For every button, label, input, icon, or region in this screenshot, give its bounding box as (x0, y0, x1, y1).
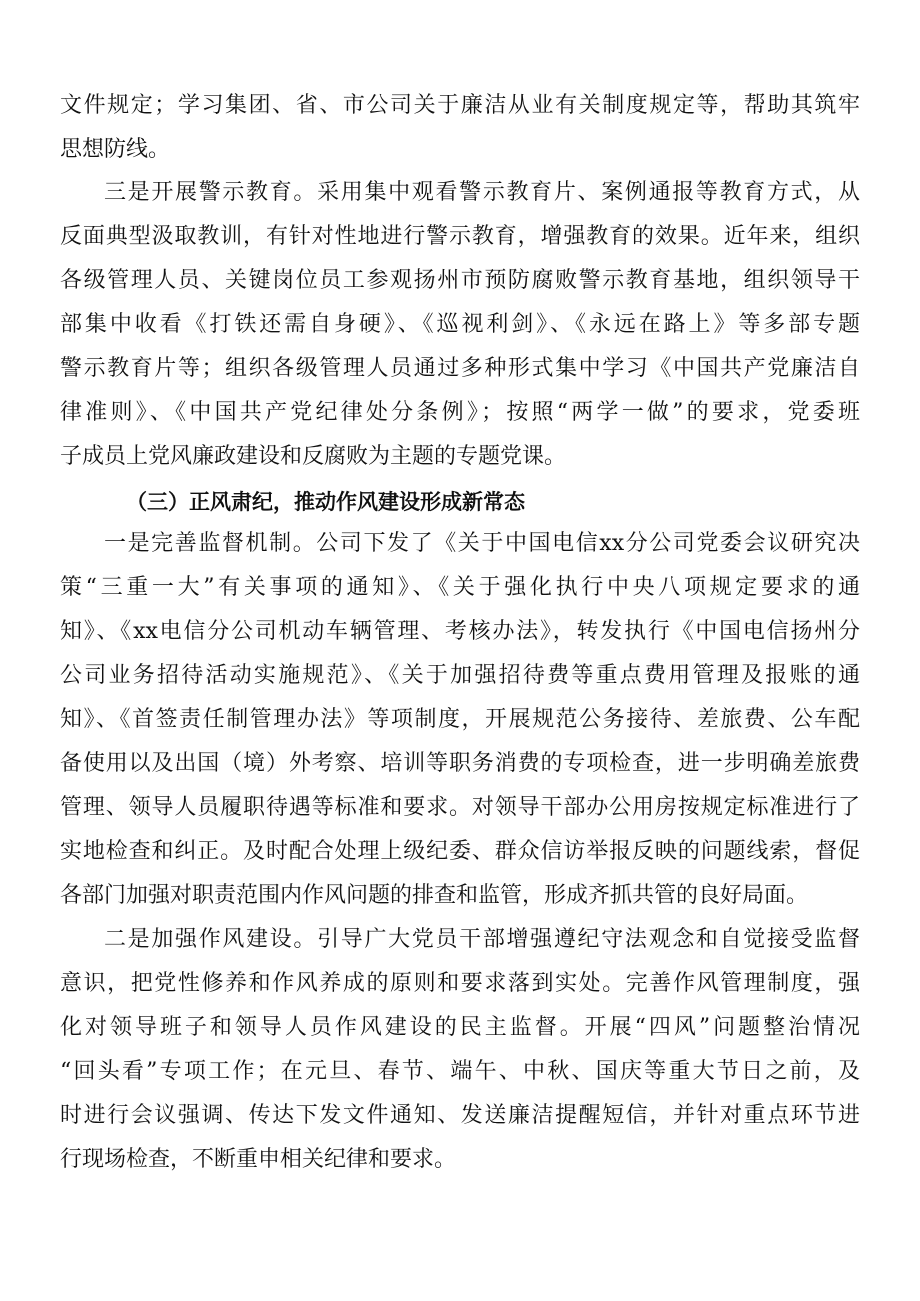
paragraph-line: 知》、《xx电信分公司机动车辆管理、考核办法》，转发执行《中国电信扬州分 (60, 619, 860, 644)
paragraph-line: 行现场检查，不断重申相关纪律和要求。 (60, 1147, 457, 1172)
paragraph-line: 一是完善监督机制。公司下发了《关于中国电信xx分公司党委会议研究决 (104, 531, 860, 556)
paragraph-line: 二是加强作风建设。引导广大党员干部增强遵纪守法观念和自觉接受监督 (104, 927, 860, 952)
paragraph-line: 思想防线。 (60, 137, 171, 162)
paragraph-line: 化对领导班子和领导人员作风建设的民主监督。开展“四风”问题整治情况 (60, 1015, 860, 1040)
paragraph-line: 公司业务招待活动实施规范》、《关于加强招待费等重点费用管理及报账的通 (60, 663, 860, 688)
paragraph-line: 各级管理人员、关键岗位员工参观扬州市预防腐败警示教育基地，组织领导干 (60, 268, 860, 293)
paragraph-line: “回头看”专项工作；在元旦、春节、端午、中秋、国庆等重大节日之前，及 (60, 1059, 860, 1084)
paragraph-line: 意识，把党性修养和作风养成的原则和要求落到实处。完善作风管理制度，强 (60, 971, 860, 996)
paragraph-line: 实地检查和纠正。及时配合处理上级纪委、群众信访举报反映的问题线索，督促 (60, 839, 860, 864)
section-heading: （三）正风肃纪，推动作风建设形成新常态 (126, 490, 525, 514)
paragraph-line: 律准则》、《中国共产党纪律处分条例》；按照“两学一做”的要求，党委班 (60, 400, 860, 425)
paragraph-line: 警示教育片等；组织各级管理人员通过多种形式集中学习《中国共产党廉洁自 (60, 356, 860, 381)
paragraph-line: 策“三重一大”有关事项的通知》、《关于强化执行中央八项规定要求的通 (60, 575, 860, 600)
paragraph-line: 时进行会议强调、传达下发文件通知、发送廉洁提醒短信，并针对重点环节进 (60, 1103, 860, 1128)
paragraph-line: 知》、《首签责任制管理办法》等项制度，开展规范公务接待、差旅费、公车配 (60, 707, 860, 732)
paragraph-line: 文件规定；学习集团、省、市公司关于廉洁从业有关制度规定等，帮助其筑牢 (60, 93, 860, 118)
paragraph-line: 子成员上党风廉政建设和反腐败为主题的专题党课。 (60, 444, 567, 469)
paragraph-line: 三是开展警示教育。采用集中观看警示教育片、案例通报等教育方式，从 (104, 180, 860, 205)
paragraph-line: 管理、领导人员履职待遇等标准和要求。对领导干部办公用房按规定标准进行了 (60, 795, 860, 820)
paragraph-line: 各部门加强对职责范围内作风问题的排查和监管，形成齐抓共管的良好局面。 (60, 883, 809, 908)
paragraph-line: 部集中收看《打铁还需自身硬》、《巡视利剑》、《永远在路上》等多部专题 (60, 312, 860, 337)
paragraph-line: 反面典型汲取教训，有针对性地进行警示教育，增强教育的效果。近年来，组织 (60, 224, 860, 249)
paragraph-line: 备使用以及出国（境）外考察、培训等职务消费的专项检查，进一步明确差旅费 (60, 751, 860, 776)
